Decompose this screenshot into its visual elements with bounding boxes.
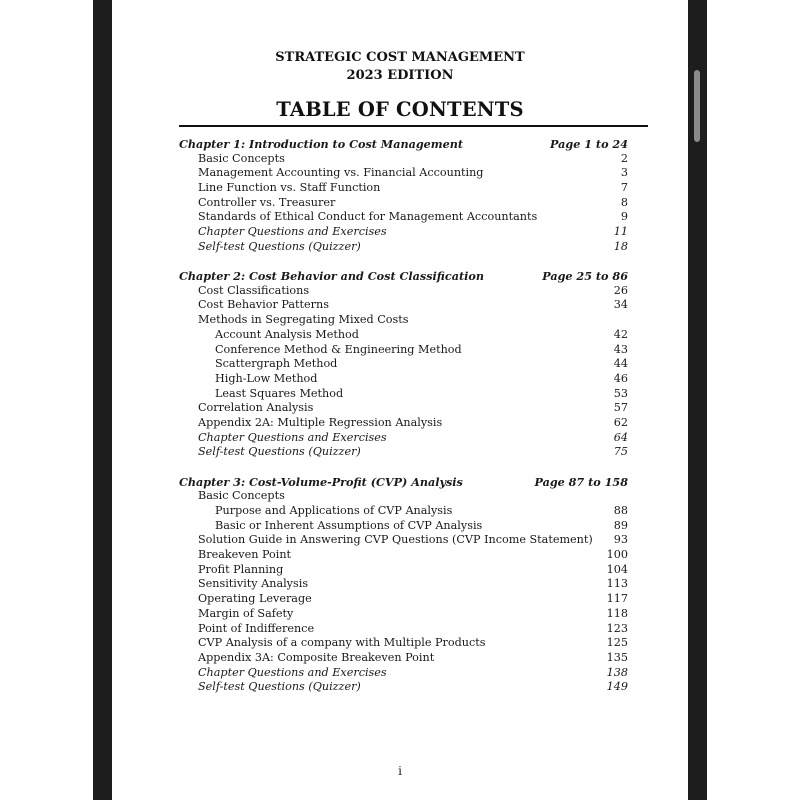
- toc-list: [179, 137, 628, 695]
- spacer: [179, 460, 628, 475]
- toc-entry[interactable]: [179, 636, 628, 651]
- toc-entry[interactable]: [179, 196, 628, 211]
- chapter-title: Chapter 2: Cost Behavior and Cost Classification: [179, 269, 484, 284]
- entry-page: 3: [620, 166, 628, 180]
- toc-chapter-2[interactable]: [179, 269, 628, 284]
- toc-entry[interactable]: [179, 577, 628, 592]
- entry-label: Appendix 2A: Multiple Regression Analysis: [198, 415, 443, 429]
- entry-page: 7: [620, 181, 628, 195]
- entry-page: 88: [613, 504, 628, 517]
- entry-page: 125: [606, 636, 628, 650]
- entry-label: Correlation Analysis: [198, 401, 314, 415]
- entry-label: Point of Indifference: [198, 621, 315, 635]
- entry-page: 57: [613, 401, 628, 415]
- toc-heading: TABLE OF CONTENTS: [276, 98, 524, 121]
- toc-entry[interactable]: [179, 651, 628, 666]
- chapter-page-range: Page 1 to 24: [550, 137, 628, 151]
- entry-page: 62: [613, 415, 628, 429]
- entry-page: 118: [606, 606, 628, 620]
- toc-chapter-3[interactable]: [179, 475, 628, 490]
- entry-label: Profit Planning: [198, 562, 284, 576]
- toc-subentry[interactable]: [179, 504, 628, 519]
- entry-label: Cost Behavior Patterns: [198, 298, 329, 312]
- chapter-page-range: Page 25 to 86: [542, 269, 628, 284]
- page-number: i: [398, 764, 402, 778]
- entry-label: Margin of Safety: [198, 606, 294, 620]
- toc-subentry[interactable]: [179, 519, 628, 534]
- entry-page: 34: [613, 298, 628, 312]
- entry-label: Chapter Questions and Exercises: [198, 225, 387, 239]
- entry-label: Sensitivity Analysis: [198, 577, 309, 591]
- entry-label: Cost Classifications: [198, 283, 310, 297]
- entry-label: Chapter Questions and Exercises: [198, 665, 387, 679]
- toc-entry[interactable]: [179, 240, 628, 255]
- entry-label: Breakeven Point: [198, 548, 292, 562]
- entry-label: Self-test Questions (Quizzer): [198, 680, 361, 694]
- toc-subentry[interactable]: [179, 343, 628, 358]
- spacer: [179, 255, 628, 270]
- entry-label: Appendix 3A: Composite Breakeven Point: [198, 650, 435, 664]
- toc-entry[interactable]: [179, 210, 628, 225]
- entry-label: Self-test Questions (Quizzer): [198, 445, 361, 459]
- entry-label: Least Squares Method: [215, 386, 344, 400]
- entry-page: 117: [606, 592, 628, 606]
- entry-label: Account Analysis Method: [215, 327, 359, 341]
- entry-page: 75: [613, 445, 628, 459]
- entry-page: 113: [606, 577, 628, 591]
- entry-label: Purpose and Applications of CVP Analysis: [215, 504, 453, 517]
- entry-label: Scattergraph Method: [215, 357, 338, 371]
- chapter-title: Chapter 3: Cost-Volume-Profit (CVP) Analysis: [179, 474, 463, 489]
- entry-page: 89: [613, 518, 628, 532]
- entry-label: Basic Concepts: [198, 151, 285, 165]
- toc-entry[interactable]: [179, 563, 628, 578]
- document-page: [112, 0, 688, 800]
- toc-entry[interactable]: [179, 181, 628, 196]
- entry-page: 2: [620, 151, 628, 165]
- entry-label: Standards of Ethical Conduct for Management Accountants: [198, 210, 538, 224]
- entry-page: 9: [620, 210, 628, 224]
- entry-page: 135: [606, 650, 628, 664]
- toc-entry[interactable]: [179, 166, 628, 181]
- entry-page: 53: [613, 386, 628, 400]
- toc-entry[interactable]: [179, 225, 628, 240]
- toc-entry[interactable]: [179, 607, 628, 622]
- entry-page: 8: [620, 195, 628, 209]
- toc-entry[interactable]: [179, 445, 628, 460]
- toc-chapter-1[interactable]: [179, 137, 628, 152]
- toc-entry[interactable]: [179, 548, 628, 563]
- entry-label: Chapter Questions and Exercises: [198, 430, 387, 444]
- toc-entry[interactable]: [179, 666, 628, 681]
- heading-rule: [179, 125, 648, 127]
- entry-label: Basic or Inherent Assumptions of CVP Analysis: [215, 518, 483, 532]
- toc-subentry[interactable]: [179, 372, 628, 387]
- entry-label: Methods in Segregating Mixed Costs: [198, 313, 409, 327]
- entry-page: 46: [613, 371, 628, 385]
- entry-label: Operating Leverage: [198, 592, 312, 606]
- entry-page: 42: [613, 327, 628, 341]
- entry-page: 11: [613, 225, 628, 239]
- toc-entry[interactable]: [179, 401, 628, 416]
- entry-page: 104: [606, 562, 628, 576]
- toc-entry[interactable]: [179, 152, 628, 167]
- entry-label: High-Low Method: [215, 371, 318, 385]
- entry-page: 44: [613, 357, 628, 371]
- entry-page: 43: [613, 342, 628, 356]
- entry-page: 149: [606, 680, 628, 694]
- entry-page: 138: [606, 665, 628, 679]
- entry-label: Management Accounting vs. Financial Accounting: [198, 166, 484, 180]
- toc-entry[interactable]: [179, 680, 628, 695]
- entry-page: 18: [613, 239, 628, 253]
- entry-page: 64: [613, 430, 628, 444]
- entry-label: Solution Guide in Answering CVP Questions (CVP Income Statement): [198, 533, 593, 547]
- toc-entry[interactable]: [179, 298, 628, 313]
- entry-label: Self-test Questions (Quizzer): [198, 239, 361, 253]
- toc-entry[interactable]: [179, 284, 628, 299]
- entry-label: Line Function vs. Staff Function: [198, 181, 381, 195]
- toc-subentry[interactable]: [179, 357, 628, 372]
- book-edition: 2023 EDITION: [346, 68, 454, 83]
- scrollbar-thumb[interactable]: [694, 70, 700, 142]
- entry-page: 123: [606, 621, 628, 635]
- toc-entry[interactable]: [179, 416, 628, 431]
- entry-page: 100: [606, 548, 628, 562]
- book-title: STRATEGIC COST MANAGEMENT: [275, 50, 525, 65]
- entry-label: Controller vs. Treasurer: [198, 195, 336, 209]
- entry-page: 26: [613, 283, 628, 297]
- toc-subentry[interactable]: [179, 328, 628, 343]
- chapter-page-range: Page 87 to 158: [534, 474, 628, 489]
- chapter-title: Chapter 1: Introduction to Cost Management: [179, 137, 464, 151]
- viewer-left-frame: [93, 0, 112, 800]
- toc-entry[interactable]: [179, 313, 628, 328]
- toc-entry[interactable]: [179, 622, 628, 637]
- toc-entry[interactable]: [179, 489, 628, 504]
- toc-entry[interactable]: [179, 533, 628, 548]
- toc-entry[interactable]: [179, 431, 628, 446]
- toc-entry[interactable]: [179, 592, 628, 607]
- entry-page: 93: [613, 533, 628, 547]
- entry-label: Conference Method & Engineering Method: [215, 342, 462, 356]
- toc-subentry[interactable]: [179, 387, 628, 402]
- entry-label: CVP Analysis of a company with Multiple Products: [198, 636, 486, 650]
- entry-label: Basic Concepts: [198, 489, 285, 503]
